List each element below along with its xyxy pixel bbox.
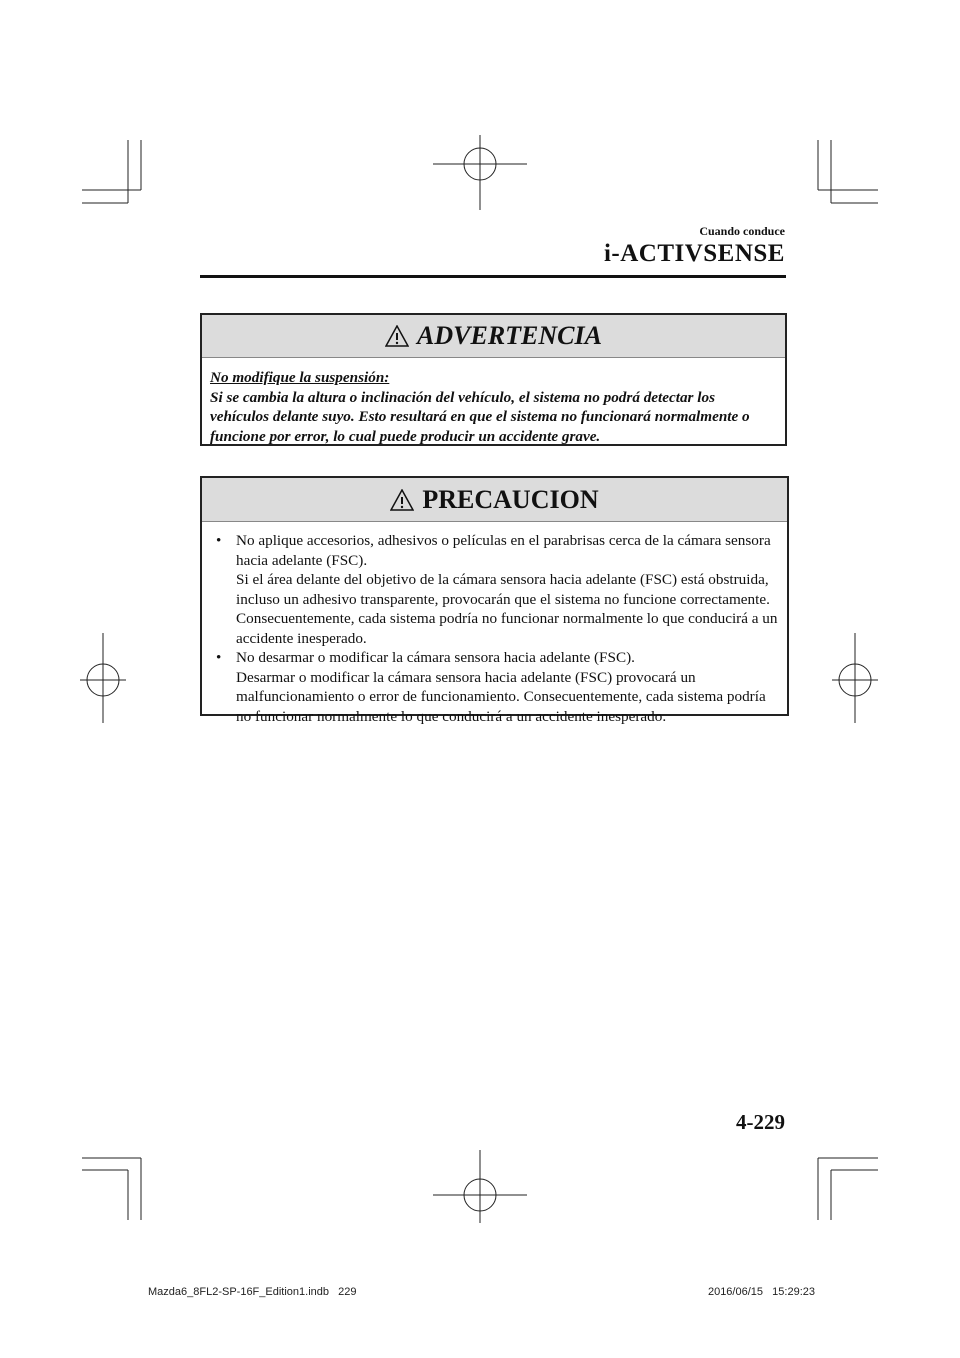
list-item (214, 531, 779, 648)
warning-text: Si se cambia la altura o inclinación del vehículo, el sistema no podrá detectar los vehículos delante suyo. Esto resultará en que el sistema no funcionará normalmente o funcione por error, lo cual puede producir un accidente grave. (210, 388, 750, 445)
bullet: • (216, 649, 222, 666)
caution-body (202, 522, 787, 726)
caution-item-explanation: Si el área delante del objetivo de la cámara sensora hacia adelante (FSC) está obstruida, incluso un adhesivo transparente, provocarán que el sistema no funcione correctamente. Consecuentemente, cada sistema podría no funcionar normalmente lo que conducirá a un accidente inesperado. (236, 571, 778, 647)
caution-title: PRECAUCION (422, 484, 599, 514)
bullet: • (216, 532, 222, 549)
caution-item-instruction: No desarmar o modificar la cámara sensora hacia adelante (FSC). (236, 649, 635, 666)
warning-triangle-icon (385, 325, 409, 347)
list-item (214, 648, 779, 726)
header-rule (200, 275, 786, 278)
caution-item-explanation: Desarmar o modificar la cámara sensora hacia adelante (FSC) provocará un malfuncionamiento o error de funcionamiento. Consecuentemente, cada sistema podría no funcionar normalmente lo que conducirá a un accidente inesperado. (236, 668, 766, 725)
warning-title: ADVERTENCIA (417, 321, 602, 350)
footer-filename: Mazda6_8FL2-SP-16F_Edition1.indb 229 (148, 1286, 357, 1298)
caution-list (210, 531, 779, 726)
caution-box (200, 476, 789, 725)
footer-timestamp: 2016/06/15 15:29:23 (707, 1286, 815, 1298)
page-number: 4-229 (736, 1110, 785, 1134)
warning-box (200, 313, 787, 446)
warning-triangle-icon (390, 489, 414, 511)
section-label: Cuando conduce (699, 224, 785, 238)
page-title: i-ACTIVSENSE (603, 240, 785, 267)
warning-header (202, 315, 785, 358)
caution-item-instruction: No aplique accesorios, adhesivos o películas en el parabrisas cerca de la cámara sensora hacia adelante (FSC). (236, 532, 771, 569)
warning-body (202, 358, 785, 446)
caution-header (202, 478, 787, 522)
warning-heading: No modifique la suspensión: (210, 369, 390, 386)
